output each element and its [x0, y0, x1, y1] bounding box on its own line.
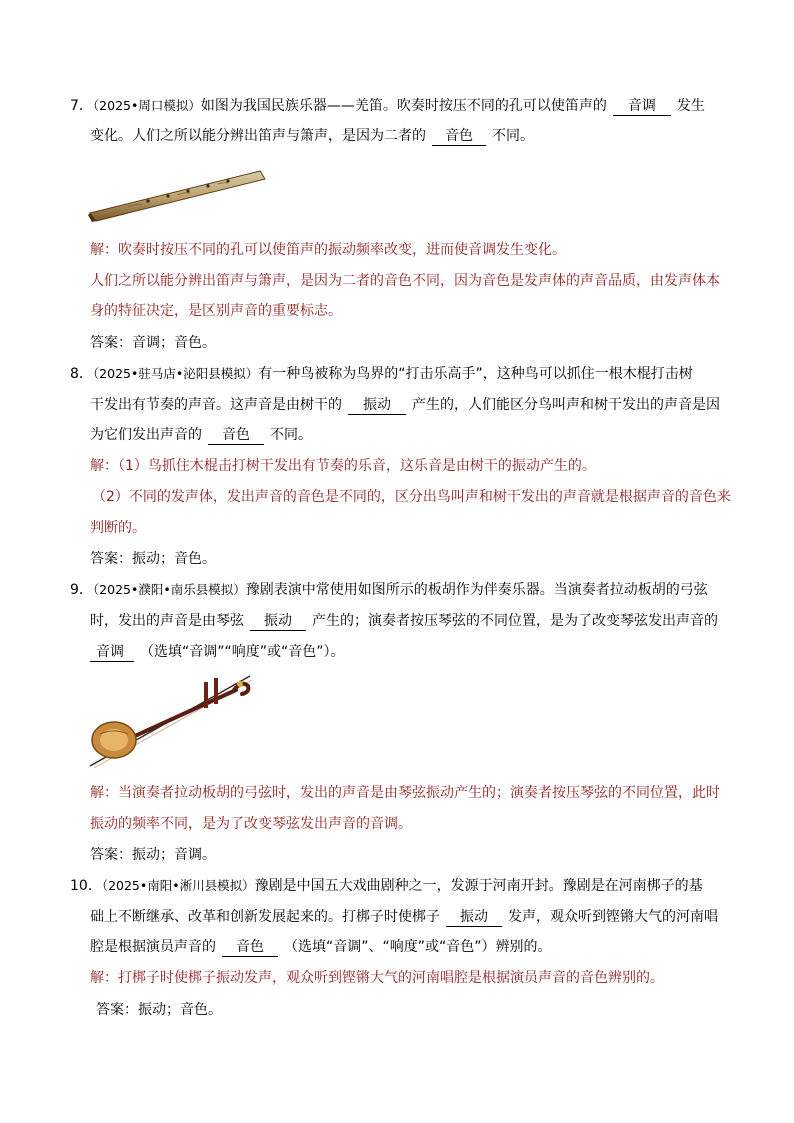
answer-blank: 音调: [613, 98, 671, 116]
question-10-line-1: 10．（2025•南阳•淅川县模拟）豫剧是中国五大戏曲剧种之一，发源于河南开封。豫剧是在河南梆子的基: [70, 878, 703, 894]
question-source: （2025•濮阳•南乐县模拟）: [92, 582, 246, 597]
answer-blank: 音色: [432, 128, 486, 146]
answer-10: 答案：振动；音色。: [96, 1002, 222, 1018]
answer-blank: 振动: [446, 909, 502, 927]
answer-blank: 振动: [250, 613, 306, 631]
solution-7-line-1: 解：吹奏时按压不同的孔可以使笛声的振动频率改变，进而使音调发生变化。: [90, 242, 566, 258]
question-8-line-1: 8．（2025•驻马店•泌阳县模拟）有一种鸟被称为鸟界的“打击乐高手”，这种鸟可以抓住一根木棍打击树: [70, 366, 693, 382]
solution-9-line-2: 振动的频率不同，是为了改变琴弦发出声音的音调。: [90, 816, 412, 832]
answer-9: 答案：振动；音调。: [90, 847, 216, 863]
solution-8-line-3: 判断的。: [90, 520, 146, 536]
question-9-line-3: 音调 （选填“音调”“响度”或“音色”）。: [90, 642, 345, 662]
question-8-line-2: 干发出有节奏的声音。这声音是由树干的 振动 产生的，人们能区分鸟叫声和树干发出的声音是因: [90, 397, 720, 413]
question-source: （2025•南阳•淅川县模拟）: [101, 878, 255, 893]
solution-7-line-2: 人们之所以能分辨出笛声与箫声，是因为二者的音色不同，因为音色是发声体的声音品质，由发声体本: [90, 273, 720, 289]
answer-7: 答案：音调；音色。: [90, 335, 216, 351]
answer-blank: 音色: [208, 427, 264, 445]
solution-8-line-1: 解：（1）鸟抓住木棍击打树干发出有节奏的乐音，这乐音是由树干的振动产生的。: [90, 458, 596, 474]
banhu-instrument-image: [86, 672, 254, 772]
answer-blank: 振动: [348, 397, 406, 415]
question-source: （2025•周口模拟）: [92, 98, 201, 113]
question-7-line-2: 变化。人们之所以能分辨出笛声与箫声，是因为二者的 音色 不同。: [90, 128, 534, 144]
answer-8: 答案：振动；音色。: [90, 551, 216, 567]
question-source: （2025•驻马店•泌阳县模拟）: [92, 366, 259, 381]
solution-8-line-2: （2）不同的发声体，发出声音的音色是不同的，区分出鸟叫声和树干发出的声音就是根据声音的音色来: [92, 489, 731, 505]
solution-9-line-1: 解：当演奏者拉动板胡的弓弦时，发出的声音是由琴弦振动产生的；演奏者按压琴弦的不同位置，此时: [90, 785, 720, 801]
answer-blank: 音调: [90, 644, 134, 662]
question-7-line-1: 7．（2025•周口模拟）如图为我国民族乐器——羌笛。吹奏时按压不同的孔可以使笛声的 音调 发生: [70, 98, 705, 114]
question-8-line-3: 为它们发出声音的 音色 不同。: [90, 427, 312, 443]
solution-10-line-1: 解：打梆子时使梆子振动发声，观众听到铿锵大气的河南唱腔是根据演员声音的音色辨别的。: [90, 970, 664, 986]
question-9-line-1: 9．（2025•濮阳•南乐县模拟）豫剧表演中常使用如图所示的板胡作为伴奏乐器。当演奏者拉动板胡的弓弦: [70, 582, 708, 598]
question-10-line-2: 础上不断继承、改革和创新发展起来的。打梆子时使梆子 振动 发声，观众听到铿锵大气的河南唱: [90, 909, 718, 925]
solution-7-line-3: 身的特征决定，是区别声音的重要标志。: [90, 303, 342, 319]
question-10-line-3: 腔是根据演员声音的 音色 （选填“音调”、“响度”或“音色”）辨别的。: [90, 939, 552, 955]
question-9-line-2: 时，发出的声音是由琴弦 振动 产生的；演奏者按压琴弦的不同位置，是为了改变琴弦发出声音的: [90, 613, 718, 629]
qiangdi-flute-image: [88, 155, 268, 227]
answer-blank: 音色: [222, 939, 278, 957]
